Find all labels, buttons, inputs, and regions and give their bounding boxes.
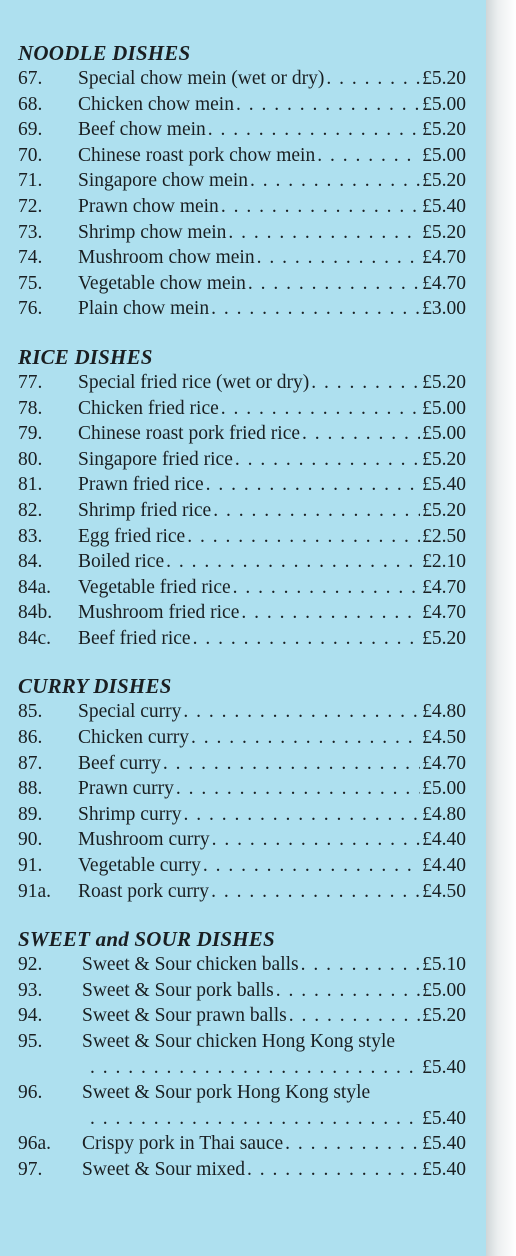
menu-item — [18, 751, 466, 777]
menu-item — [18, 92, 466, 118]
item-price: £5.20 — [422, 68, 466, 89]
item-number: 96a. — [18, 1133, 52, 1155]
section-curry-dishes — [18, 673, 466, 904]
item-price: £5.00 — [422, 778, 466, 800]
item-name: Sweet & Sour pork balls — [82, 979, 274, 1001]
item-number: 73. — [18, 221, 43, 243]
item-number: 97. — [18, 1158, 43, 1180]
menu-item — [18, 370, 466, 396]
item-price: £5.20 — [422, 170, 466, 192]
item-price: £4.80 — [422, 701, 466, 723]
item-number: 84b. — [18, 602, 53, 624]
item-price: £4.70 — [422, 272, 466, 294]
item-price: £5.20 — [422, 1005, 466, 1027]
leader-dots — [163, 751, 420, 777]
leader-dots — [183, 802, 420, 828]
item-price: £5.40 — [422, 1107, 466, 1129]
item-number: 80. — [18, 448, 43, 470]
item-price: £5.00 — [422, 93, 466, 115]
menu-content — [18, 40, 466, 1205]
item-price: £5.20 — [422, 119, 466, 141]
item-name: Prawn fried rice — [78, 474, 204, 496]
item-name: Chinese roast pork fried rice — [78, 423, 301, 445]
section-sweet-and-sour-dishes — [18, 926, 466, 1182]
item-price: £3.00 — [422, 298, 466, 320]
menu-item — [18, 396, 466, 422]
menu-item — [18, 498, 466, 524]
item-name: Beef curry — [78, 752, 161, 774]
menu-item — [18, 143, 466, 169]
item-number: 67. — [18, 68, 43, 89]
item-number: 71. — [18, 170, 43, 192]
menu-item — [18, 168, 466, 194]
leader-dots — [221, 194, 420, 220]
item-price: £5.20 — [422, 448, 466, 470]
item-number: 72. — [18, 195, 43, 217]
item-price: £5.20 — [422, 371, 466, 393]
leader-dots — [301, 952, 421, 978]
menu-item — [18, 271, 466, 297]
item-number: 94. — [18, 1005, 43, 1027]
item-number: 84c. — [18, 627, 52, 649]
item-name: Beef chow mein — [78, 119, 206, 141]
leader-dots — [289, 1003, 420, 1029]
item-price: £2.10 — [422, 551, 466, 573]
leader-dots — [211, 879, 420, 905]
leader-dots — [317, 143, 420, 169]
item-number: 68. — [18, 93, 43, 115]
menu-item — [18, 117, 466, 143]
leader-dots — [276, 978, 420, 1004]
item-number: 70. — [18, 144, 43, 166]
item-name: Crispy pork in Thai sauce — [82, 1133, 284, 1155]
item-name: Sweet & Sour chicken Hong Kong style — [82, 1031, 396, 1052]
menu-item — [18, 1157, 466, 1183]
menu-item — [18, 1080, 466, 1131]
item-number: 95. — [18, 1031, 43, 1052]
item-name: Beef fried rice — [78, 627, 191, 649]
leader-dots — [90, 1055, 420, 1081]
page-edge — [486, 0, 516, 1256]
item-name: Chicken chow mein — [78, 93, 234, 115]
item-price: £4.70 — [422, 576, 466, 598]
item-price: £4.50 — [422, 727, 466, 749]
item-number: 78. — [18, 397, 43, 419]
item-number: 75. — [18, 272, 43, 294]
item-number: 93. — [18, 979, 43, 1001]
item-number: 87. — [18, 752, 43, 774]
leader-dots — [183, 699, 420, 725]
item-price: £5.00 — [422, 397, 466, 419]
menu-item — [18, 879, 466, 905]
item-name: Sweet & Sour chicken balls — [82, 954, 299, 976]
item-price: £4.50 — [422, 880, 466, 902]
item-number: 92. — [18, 954, 43, 976]
item-name: Sweet & Sour prawn balls — [82, 1005, 287, 1027]
item-price: £4.70 — [422, 602, 466, 624]
leader-dots — [176, 776, 420, 802]
menu-item — [18, 827, 466, 853]
leader-dots — [250, 168, 420, 194]
menu-item — [18, 978, 466, 1004]
item-name: Special curry — [78, 701, 182, 723]
item-name: Singapore chow mein — [78, 170, 249, 192]
item-price: £5.20 — [422, 627, 466, 649]
item-name: Prawn chow mein — [78, 195, 219, 217]
item-name: Shrimp chow mein — [78, 221, 227, 243]
item-price: £4.40 — [422, 855, 466, 877]
item-price: £4.70 — [422, 752, 466, 774]
item-name: Chicken curry — [78, 727, 190, 749]
item-name: Sweet & Sour pork Hong Kong style — [82, 1082, 371, 1104]
leader-dots — [211, 296, 420, 322]
menu-item — [18, 421, 466, 447]
item-number: 77. — [18, 371, 43, 393]
item-name: Boiled rice — [78, 551, 165, 573]
item-price: £2.50 — [422, 525, 466, 547]
item-number: 83. — [18, 525, 43, 547]
menu-item — [18, 802, 466, 828]
leader-dots — [326, 66, 420, 92]
leader-dots — [302, 421, 420, 447]
leader-dots — [235, 447, 420, 473]
item-name: Sweet & Sour mixed — [82, 1158, 246, 1180]
leader-dots — [248, 271, 420, 297]
item-name: Vegetable fried rice — [78, 576, 231, 598]
item-name: Shrimp curry — [78, 803, 182, 825]
menu-item — [18, 1003, 466, 1029]
item-price: £5.00 — [422, 144, 466, 166]
leader-dots — [212, 827, 421, 853]
item-price: £5.40 — [422, 474, 466, 496]
item-price: £4.70 — [422, 247, 466, 269]
item-number: 89. — [18, 803, 43, 825]
menu-item — [18, 952, 466, 978]
leader-dots — [247, 1157, 420, 1183]
item-name: Chicken fried rice — [78, 397, 219, 419]
item-number: 90. — [18, 829, 43, 851]
menu-item — [18, 524, 466, 550]
item-price: £4.40 — [422, 829, 466, 851]
menu-item — [18, 245, 466, 271]
item-name: Chinese roast pork chow mein — [78, 144, 316, 166]
leader-dots — [285, 1131, 420, 1157]
item-name: Vegetable chow mein — [78, 272, 246, 294]
item-number: 91a. — [18, 880, 52, 902]
menu-item — [18, 853, 466, 879]
item-price: £4.80 — [422, 803, 466, 825]
item-number: 81. — [18, 474, 43, 496]
section-heading: SWEET and SOUR DISHES — [18, 927, 275, 952]
menu-item — [18, 549, 466, 575]
item-price: £5.10 — [422, 954, 466, 976]
item-price: £5.00 — [422, 423, 466, 445]
item-name: Egg fried rice — [78, 525, 186, 547]
menu-item — [18, 194, 466, 220]
leader-dots — [311, 370, 420, 396]
menu-item — [18, 220, 466, 246]
item-name: Mushroom chow mein — [78, 247, 255, 269]
section-heading: CURRY DISHES — [18, 674, 172, 699]
item-price: £5.40 — [422, 1056, 466, 1078]
menu-item — [18, 575, 466, 601]
leader-dots — [257, 245, 421, 271]
item-name: Shrimp fried rice — [78, 499, 212, 521]
item-price: £5.20 — [422, 499, 466, 521]
item-number: 69. — [18, 119, 43, 141]
leader-dots — [213, 498, 420, 524]
menu-item — [18, 472, 466, 498]
menu-item — [18, 626, 466, 652]
item-number: 84a. — [18, 576, 52, 598]
item-number: 76. — [18, 298, 43, 320]
menu-item — [18, 699, 466, 725]
item-price: £5.40 — [422, 195, 466, 217]
leader-dots — [208, 117, 420, 143]
item-price: £5.20 — [422, 221, 466, 243]
menu-item — [18, 776, 466, 802]
item-price: £5.00 — [422, 979, 466, 1001]
leader-dots — [191, 725, 420, 751]
leader-dots — [241, 600, 420, 626]
section-rice-dishes — [18, 344, 466, 652]
menu-item — [18, 1131, 466, 1157]
leader-dots — [221, 396, 420, 422]
item-number: 84. — [18, 551, 43, 573]
item-number: 74. — [18, 247, 43, 269]
item-name: Singapore fried rice — [78, 448, 233, 470]
leader-dots — [187, 524, 420, 550]
item-name: Special fried rice (wet or dry) — [78, 371, 310, 393]
leader-dots — [233, 575, 420, 601]
item-price: £5.40 — [422, 1158, 466, 1180]
menu-item — [18, 447, 466, 473]
item-number: 79. — [18, 423, 43, 445]
item-number: 88. — [18, 778, 43, 800]
item-name: Vegetable curry — [78, 855, 201, 877]
menu-item — [18, 600, 466, 626]
leader-dots — [228, 220, 420, 246]
section-noodle-dishes — [18, 40, 466, 322]
item-number: 86. — [18, 727, 43, 749]
item-name: Mushroom curry — [78, 829, 210, 851]
item-name: Prawn curry — [78, 778, 174, 800]
menu-item — [18, 66, 466, 92]
item-name: Roast pork curry — [78, 880, 210, 902]
menu-item — [18, 725, 466, 751]
item-name: Special chow mein (wet or dry) — [78, 68, 325, 89]
item-price: £5.40 — [422, 1133, 466, 1155]
leader-dots — [236, 92, 420, 118]
item-number: 85. — [18, 701, 43, 723]
section-heading: RICE DISHES — [18, 344, 153, 369]
menu-item — [18, 1029, 466, 1080]
item-number: 91. — [18, 855, 43, 877]
leader-dots — [166, 549, 420, 575]
leader-dots — [206, 472, 421, 498]
item-name: Plain chow mein — [78, 298, 210, 320]
menu-item — [18, 296, 466, 322]
section-heading: NOODLE DISHES — [18, 41, 191, 65]
item-name: Mushroom fried rice — [78, 602, 240, 624]
item-number: 82. — [18, 499, 43, 521]
leader-dots — [193, 626, 421, 652]
leader-dots — [203, 853, 420, 879]
item-number: 96. — [18, 1082, 43, 1104]
leader-dots — [90, 1106, 420, 1132]
